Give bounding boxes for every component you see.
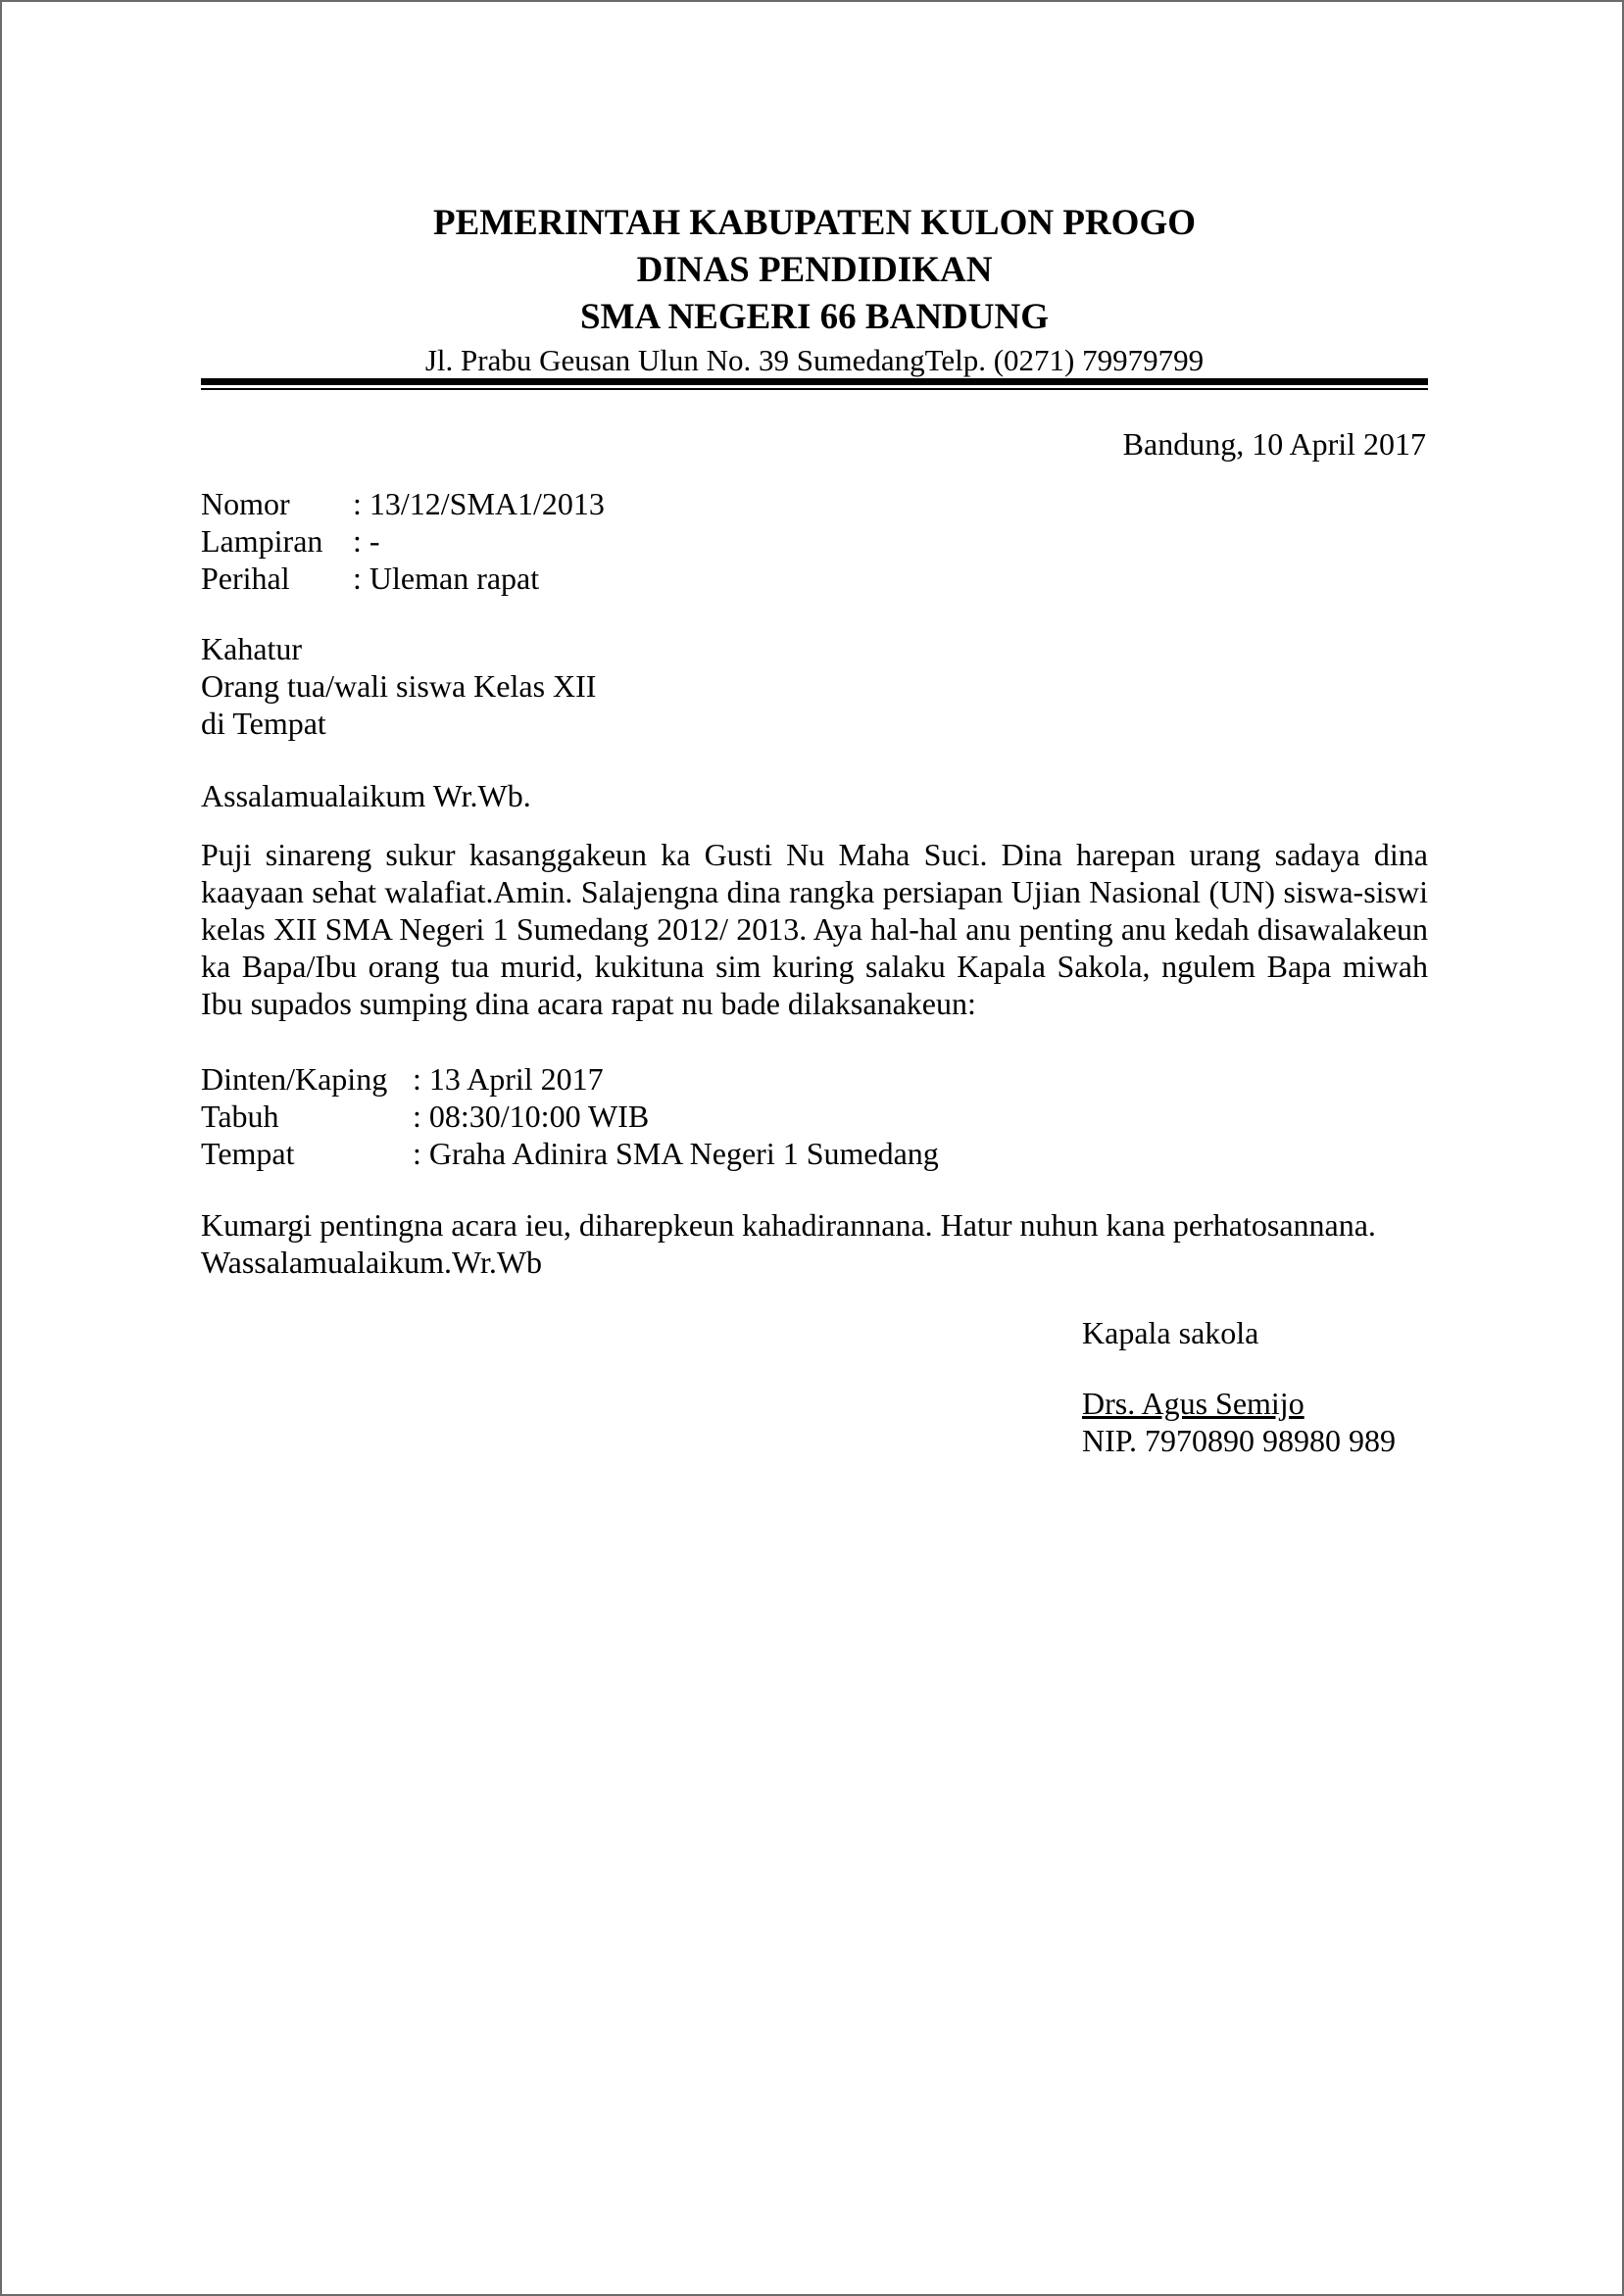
event-details xyxy=(201,1060,1428,1172)
recipient-line-2: Orang tua/wali siswa Kelas XII xyxy=(201,668,597,704)
letterhead-divider-thin xyxy=(201,388,1428,390)
event-value: : 13 April 2017 xyxy=(413,1061,604,1097)
letterhead-divider-thick xyxy=(201,378,1428,385)
letterhead-address: Jl. Prabu Geusan Ulun No. 39 SumedangTelp. (0271) 79979799 xyxy=(424,343,1205,377)
recipient-line-3: di Tempat xyxy=(201,706,326,741)
greeting: Assalamualaikum Wr.Wb. xyxy=(201,778,531,813)
event-row-date xyxy=(201,1060,1428,1098)
event-value: : 08:30/10:00 WIB xyxy=(413,1099,650,1134)
closing-line-1: Kumargi pentingna acara ieu, diharepkeun kahadirannana. Hatur nuhun kana perhatosannana. xyxy=(201,1207,1376,1243)
meta-row-lampiran xyxy=(201,522,1428,560)
signature-title: Kapala sakola xyxy=(1082,1315,1259,1350)
meta-label: Nomor xyxy=(201,486,290,521)
meta-value: : Uleman rapat xyxy=(353,561,540,596)
recipient-block xyxy=(201,630,1428,742)
closing-block xyxy=(201,1206,1428,1281)
event-label: Tempat xyxy=(201,1136,295,1171)
signature-nip: NIP. 7970890 98980 989 xyxy=(1082,1423,1397,1458)
event-value: : Graha Adinira SMA Negeri 1 Sumedang xyxy=(413,1136,939,1171)
meta-value: : - xyxy=(353,523,380,559)
meta-row-perihal xyxy=(201,560,1428,597)
event-label: Tabuh xyxy=(201,1099,279,1134)
letterhead-line-3: SMA NEGERI 66 BANDUNG xyxy=(580,297,1049,337)
event-row-place xyxy=(201,1135,1428,1172)
meta-row-nomor xyxy=(201,485,1428,522)
event-label: Dinten/Kaping xyxy=(201,1061,388,1097)
letterhead-line-1: PEMERINTAH KABUPATEN KULON PROGO xyxy=(432,203,1197,243)
meta-value: : 13/12/SMA1/2013 xyxy=(353,486,605,521)
meta-label: Lampiran xyxy=(201,523,323,559)
signature-name: Drs. Agus Semijo xyxy=(1082,1386,1304,1421)
body-paragraph: Puji sinareng sukur kasanggakeun ka Gusti Nu Maha Suci. Dina harepan urang sadaya dina kaayaan sehat walafiat.Amin. Salajengna dina rangka persiapan Ujian Nasional (UN) siswa-siswi kelas XII SMA Negeri 1 Sumedang 2012/ 2013. Aya hal-hal anu penting anu kedah disawalakeun ka Bapa/Ibu orang tua murid, kukituna sim kuring salaku Kapala Sakola, ngulem Bapa miwah Ibu supados sumping dina acara rapat nu bade dilaksanakeun: xyxy=(201,837,1428,1021)
closing-line-2: Wassalamualaikum.Wr.Wb xyxy=(201,1245,543,1280)
letter-date: Bandung, 10 April 2017 xyxy=(1122,426,1426,462)
recipient-line-1: Kahatur xyxy=(201,631,303,666)
meta-label: Perihal xyxy=(201,561,290,596)
letter-meta xyxy=(201,485,1428,597)
event-row-time xyxy=(201,1098,1428,1135)
letterhead-line-2: DINAS PENDIDIKAN xyxy=(636,250,993,290)
